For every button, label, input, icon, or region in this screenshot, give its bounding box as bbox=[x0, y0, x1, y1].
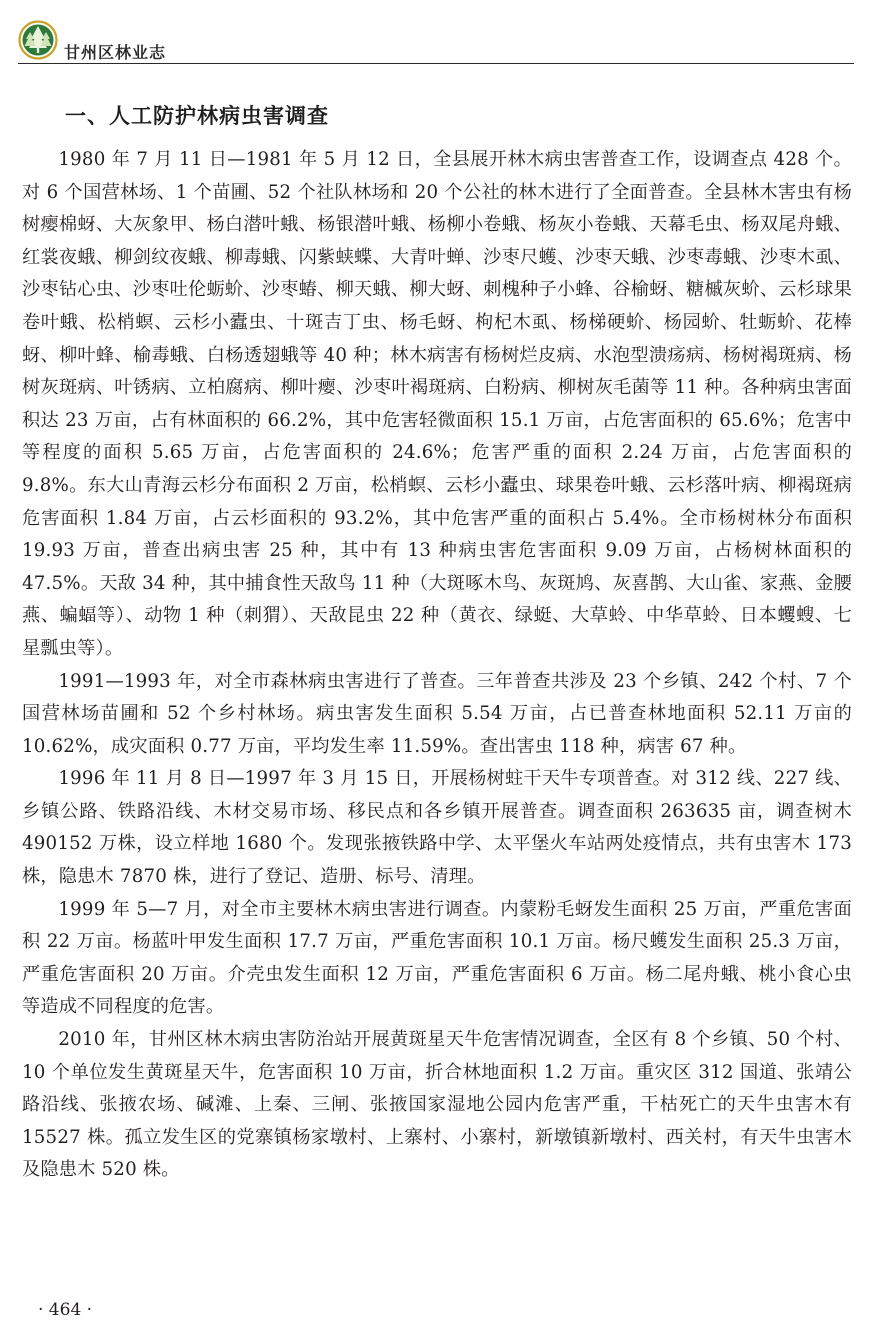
paragraph-2010-survey: 2010 年，甘州区林木病虫害防治站开展黄斑星天牛危害情况调查，全区有 8 个乡镇、50 个村、10 个单位发生黄斑星天牛，危害面积 10 万亩，折合林地面积 1.2 万亩。重灾区 312 国道、张靖公路沿线、张掖农场、碱滩、上秦、三闸、张掖国家湿地公园内危害严重，干枯死亡的天牛虫害木有 15527 株。孤立发生区的党寨镇杨家墩村、上寨村、小寨村，新墩镇新墩村、西关村，有天牛虫害木及隐患木 520 株。 bbox=[22, 1029, 852, 1181]
paragraph-1980-survey: 1980 年 7 月 11 日—1981 年 5 月 12 日，全县展开林木病虫害普查工作，设调查点 428 个。对 6 个国营林场、1 个苗圃、52 个社队林场和 20 个公社的林木进行了全面普查。全县林木害虫有杨树瘿棉蚜、大灰象甲、杨白潜叶蛾、杨银潜叶蛾、杨柳小卷蛾、杨灰小卷蛾、天幕毛虫、杨双尾舟蛾、红裳夜蛾、柳剑纹夜蛾、柳毒蛾、闪紫蛱蝶、大青叶蝉、沙枣尺蠖、沙枣天蛾、沙枣毒蛾、沙枣木虱、沙枣钻心虫、沙枣吐伦蛎蚧、沙枣蝽、柳天蛾、柳大蚜、刺槐种子小蜂、谷榆蚜、糖槭灰蚧、云杉球果卷叶蛾、松梢螟、云杉小蠹虫、十斑吉丁虫、杨毛蚜、枸杞木虱、杨梯硬蚧、杨园蚧、牡蛎蚧、花棒蚜、柳叶蜂、榆毒蛾、白杨透翅蛾等 40 种；林木病害有杨树烂皮病、水泡型溃疡病、杨树褐斑病、杨树灰斑病、叶锈病、立柏腐病、柳叶瘿、沙枣叶褐斑病、白粉病、柳树灰毛菌等 11 种。各种病虫害面积达 23 万亩，占有林面积的 66.2%，其中危害轻微面积 15.1 万亩，占危害面积的 65.6%；危害中等程度的面积 5.65 万亩，占危害面积的 24.6%；危害严重的面积 2.24 万亩，占危害面积的 9.8%。东大山青海云杉分布面积 2 万亩，松梢螟、云杉小蠹虫、球果卷叶蛾、云杉落叶病、柳褐斑病危害面积 1.84 万亩，占云杉面积的 93.2%，其中危害严重的面积占 5.4%。全市杨树林分布面积 19.93 万亩，普查出病虫害 25 种，其中有 13 种病虫害危害面积 9.09 万亩，占杨树林面积的 47.5%。天敌 34 种，其中捕食性天敌鸟 11 种（大斑啄木鸟、灰斑鸠、灰喜鹊、大山雀、家燕、金腰燕、蝙蝠等）、动物 1 种（刺猬）、天敌昆虫 22 种（黄衣、绿蜓、大草蛉、中华草蛉、日本蠼螋、七星瓢虫等）。 bbox=[22, 149, 852, 659]
forestry-logo-icon bbox=[18, 20, 58, 60]
page-header bbox=[18, 20, 854, 64]
header-divider bbox=[18, 63, 854, 64]
section-heading: 一、人工防护林病虫害调查 bbox=[65, 104, 329, 128]
body-text bbox=[22, 144, 852, 1187]
book-title: 甘州区林业志 bbox=[64, 43, 167, 62]
paragraph-1996-survey: 1996 年 11 月 8 日—1997 年 3 月 15 日，开展杨树蛀干天牛专项普查。对 312 线、227 线、乡镇公路、铁路沿线、木材交易市场、移民点和各乡镇开展普查。调查面积 263635 亩，调查树木 490152 万株，设立样地 1680 个。发现张掖铁路中学、太平堡火车站两处疫情点，共有虫害木 173 株，隐患木 7870 株，进行了登记、造册、标号、清理。 bbox=[22, 768, 852, 888]
paragraph-1999-survey: 1999 年 5—7 月，对全市主要林木病虫害进行调查。内蒙粉毛蚜发生面积 25 万亩，严重危害面积 22 万亩。杨蓝叶甲发生面积 17.7 万亩，严重危害面积 10.1 万亩。杨尺蠖发生面积 25.3 万亩，严重危害面积 20 万亩。介壳虫发生面积 12 万亩，严重危害面积 6 万亩。杨二尾舟蛾、桃小食心虫等造成不同程度的危害。 bbox=[22, 898, 852, 1018]
page-number: · 464 · bbox=[38, 1300, 93, 1320]
paragraph-1991-survey: 1991—1993 年，对全市森林病虫害进行了普查。三年普查共涉及 23 个乡镇、242 个村、7 个国营林场苗圃和 52 个乡村林场。病虫害发生面积 5.54 万亩，占已普查林地面积 52.11 万亩的 10.62%，成灾面积 0.77 万亩，平均发生率 11.59%。查出害虫 118 种，病害 67 种。 bbox=[22, 670, 852, 757]
